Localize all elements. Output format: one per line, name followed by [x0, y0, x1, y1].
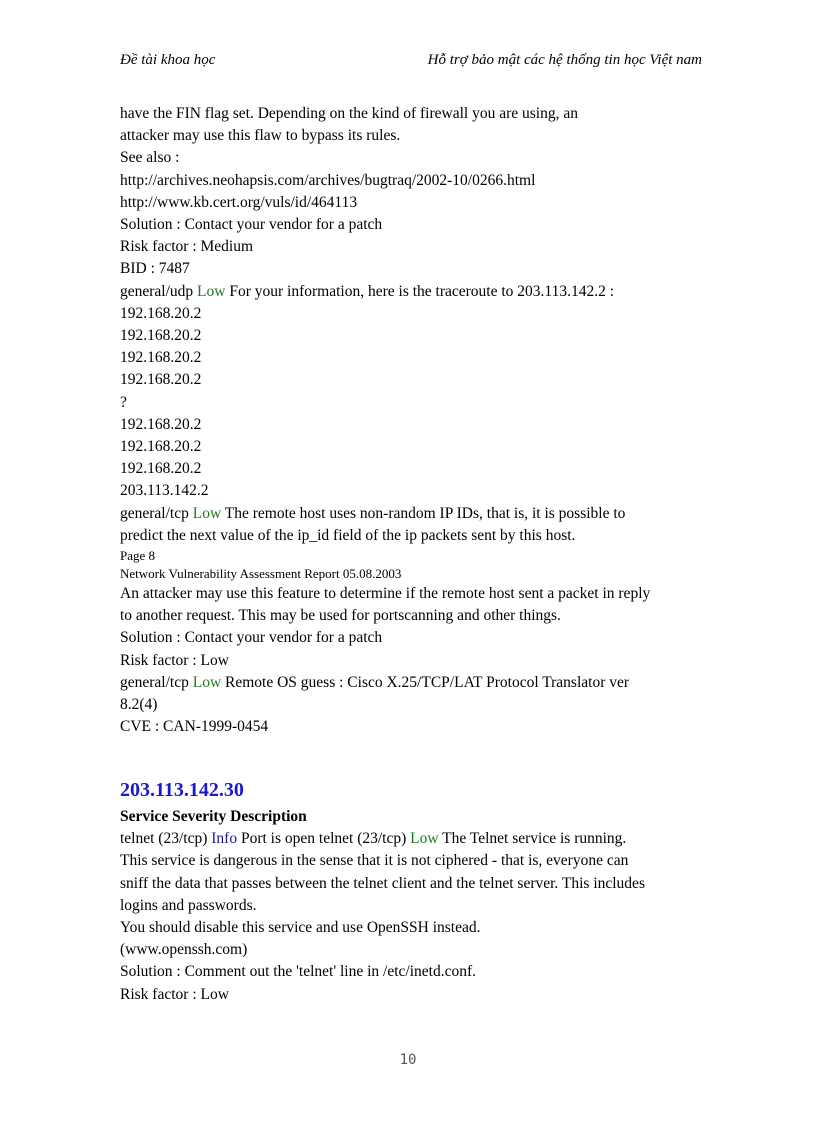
traceroute-hop: 192.168.20.2 [120, 438, 202, 456]
text-line: Solution : Contact your vendor for a patch [120, 629, 383, 647]
traceroute-hop: 203.113.142.2 [120, 482, 209, 500]
text-line: Risk factor : Medium [120, 238, 254, 256]
traceroute-hop: 192.168.20.2 [120, 349, 202, 367]
traceroute-hop: 192.168.20.2 [120, 460, 202, 478]
traceroute-hop: 192.168.20.2 [120, 327, 202, 345]
header-left-title: Đề tài khoa học [120, 52, 216, 68]
traceroute-hop: 192.168.20.2 [120, 415, 202, 433]
text-line: An attacker may use this feature to determine if the remote host sent a packet in reply [120, 585, 651, 603]
tcp-entry [120, 672, 720, 694]
text-line: sniff the data that passes between the telnet client and the telnet server. This includes [120, 874, 645, 892]
severity-low: Low [410, 830, 439, 848]
text-line: attacker may use this flaw to bypass its rules. [120, 127, 401, 145]
entry-text: For your information, here is the traceroute to 203.113.142.2 : [225, 282, 615, 300]
cve-line: CVE : CAN-1999-0454 [120, 718, 269, 736]
severity-low: Low [192, 673, 222, 691]
reference-link: http://www.kb.cert.org/vuls/id/464113 [120, 193, 358, 211]
entry-prefix: general/tcp [120, 504, 193, 522]
severity-info: Info [211, 830, 238, 848]
severity-low: Low [197, 282, 226, 300]
text-line: This service is dangerous in the sense that it is not ciphered - that is, everyone can [120, 852, 629, 870]
document-body [120, 103, 720, 738]
telnet-entry [120, 828, 720, 850]
reference-link: http://archives.neohapsis.com/archives/bugtraq/2002-10/0266.html [120, 171, 536, 189]
text-line: Risk factor : Low [120, 985, 229, 1003]
entry-text: The remote host uses non-random IP IDs, that is, it is possible to [221, 504, 626, 522]
tcp-entry [120, 503, 720, 525]
traceroute-hop: ? [120, 393, 127, 411]
text-line: Risk factor : Low [120, 651, 229, 669]
host-section-title: 203.113.142.30 [120, 779, 244, 801]
text-line: Solution : Contact your vendor for a patch [120, 216, 383, 234]
text-line: 8.2(4) [120, 696, 158, 714]
text-line: See also : [120, 149, 180, 167]
text-line: predict the next value of the ip_id field of the ip packets sent by this host. [120, 526, 576, 544]
text-line: logins and passwords. [120, 896, 257, 914]
severity-low: Low [192, 504, 222, 522]
header-right-title: Hỗ trợ bảo mật các hệ thống tin học Việt nam [427, 52, 702, 68]
host-section-body [120, 806, 720, 1006]
entry-prefix: telnet (23/tcp) [120, 830, 212, 848]
text-line: have the FIN flag set. Depending on the kind of firewall you are using, an [120, 105, 578, 122]
entry-prefix: general/udp [120, 282, 198, 300]
text-line: (www.openssh.com) [120, 941, 248, 959]
report-marker: Network Vulnerability Assessment Report 05.08.2003 [120, 566, 402, 582]
udp-entry [120, 281, 720, 303]
text-line: to another request. This may be used for portscanning and other things. [120, 607, 561, 625]
entry-text: The Telnet service is running. [438, 830, 627, 848]
traceroute-hop: 192.168.20.2 [120, 304, 202, 322]
text-line: BID : 7487 [120, 260, 190, 278]
text-line: Solution : Comment out the 'telnet' line in /etc/inetd.conf. [120, 963, 477, 981]
entry-prefix: general/tcp [120, 673, 193, 691]
table-subheader: Service Severity Description [120, 808, 307, 825]
entry-text: Port is open telnet (23/tcp) [237, 830, 411, 848]
page-marker: Page 8 [120, 548, 156, 564]
text-line: You should disable this service and use OpenSSH instead. [120, 919, 481, 937]
entry-text: Remote OS guess : Cisco X.25/TCP/LAT Protocol Translator ver [221, 673, 630, 691]
page-number: 10 [399, 1052, 417, 1068]
traceroute-hop: 192.168.20.2 [120, 371, 202, 389]
